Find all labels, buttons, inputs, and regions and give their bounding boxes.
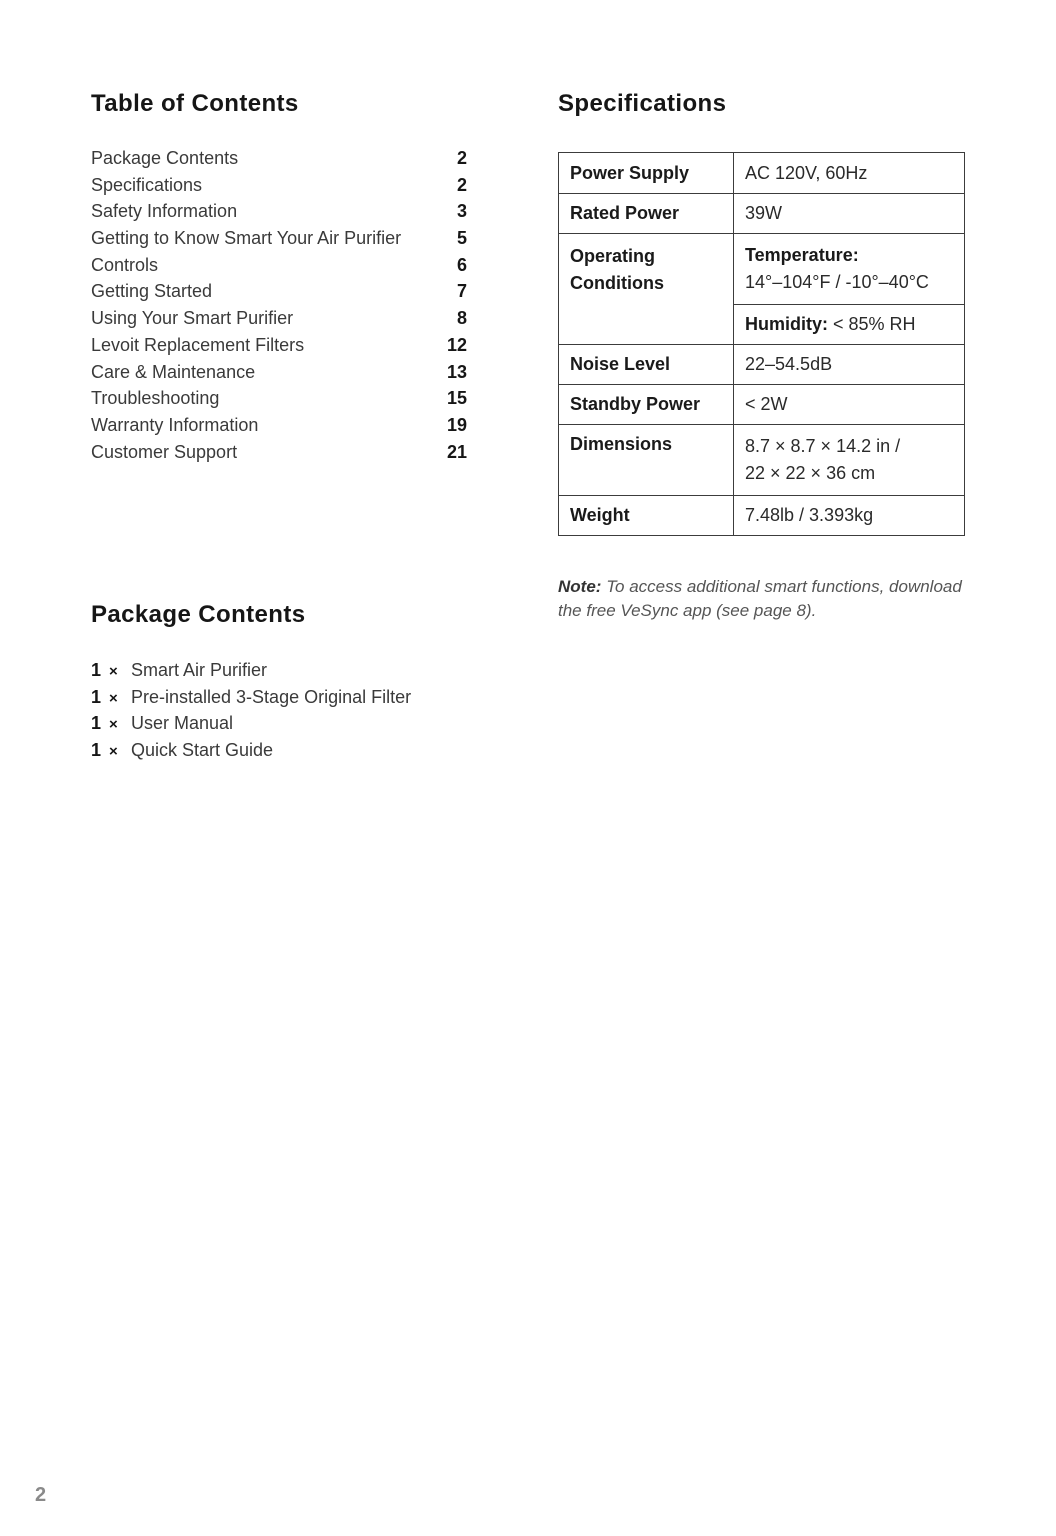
toc-item-page: 21 bbox=[446, 441, 467, 462]
times-icon: × bbox=[109, 689, 118, 707]
toc-item-page: 13 bbox=[446, 361, 467, 382]
spec-label bbox=[559, 234, 734, 345]
toc-item-page: 3 bbox=[456, 201, 467, 222]
dimensions-metric: 22 × 22 × 36 cm bbox=[745, 463, 876, 483]
dimensions-imperial: 8.7 × 8.7 × 14.2 in / bbox=[745, 436, 901, 456]
note-label: Note: bbox=[558, 577, 602, 596]
spec-value: 22–54.5dB bbox=[734, 345, 965, 385]
toc-item-page: 19 bbox=[446, 414, 467, 435]
page-number: 2 bbox=[35, 1484, 47, 1506]
item-label: Quick Start Guide bbox=[131, 740, 274, 761]
spec-label-line: Operating bbox=[570, 246, 656, 266]
toc-item-label: Care & Maintenance bbox=[91, 361, 256, 382]
item-label: User Manual bbox=[131, 713, 234, 734]
toc-item[interactable] bbox=[91, 228, 467, 255]
toc-item-page: 2 bbox=[456, 174, 467, 195]
spec-row-power-supply bbox=[559, 153, 965, 194]
humidity-label: Humidity: bbox=[745, 314, 828, 334]
toc-item-page: 2 bbox=[456, 148, 467, 168]
times-icon: × bbox=[109, 743, 118, 761]
toc-item-label: Package Contents bbox=[91, 148, 239, 168]
spec-label: Standby Power bbox=[559, 385, 734, 425]
toc-item-page: 6 bbox=[456, 254, 467, 275]
item-quantity: 1 bbox=[91, 713, 102, 734]
list-item bbox=[91, 713, 411, 740]
list-item bbox=[91, 687, 411, 714]
spec-value: AC 120V, 60Hz bbox=[734, 153, 965, 194]
toc-item[interactable] bbox=[91, 148, 467, 175]
spec-value: 39W bbox=[734, 194, 965, 234]
note-text: To access additional smart functions, download the free VeSync app (see page 8). bbox=[558, 577, 962, 620]
item-quantity: 1 bbox=[91, 686, 102, 707]
toc-item-page: 15 bbox=[446, 388, 467, 409]
toc-item-label: Warranty Information bbox=[91, 414, 259, 435]
toc-item-label: Getting to Know Smart Your Air Purifier bbox=[91, 228, 402, 249]
package-contents-list bbox=[91, 660, 411, 767]
spec-row-rated-power bbox=[559, 194, 965, 234]
toc-item-label: Safety Information bbox=[91, 201, 238, 222]
toc-item[interactable] bbox=[91, 362, 467, 389]
item-label: Pre-installed 3-Stage Original Filter bbox=[131, 686, 412, 707]
temperature-value: 14°–104°F / -10°–40°C bbox=[745, 272, 929, 292]
smart-functions-note bbox=[558, 575, 978, 623]
toc-item-page: 5 bbox=[456, 228, 467, 249]
specifications-table bbox=[558, 152, 965, 536]
spec-label: Noise Level bbox=[559, 345, 734, 385]
item-label: Smart Air Purifier bbox=[131, 660, 268, 680]
spec-label: Dimensions bbox=[559, 425, 734, 496]
spec-row-standby-power bbox=[559, 385, 965, 425]
toc-item-label: Troubleshooting bbox=[91, 388, 220, 409]
package-contents-title: Package Contents bbox=[91, 601, 306, 628]
toc-item[interactable] bbox=[91, 388, 467, 415]
humidity-value: < 85% RH bbox=[833, 314, 916, 334]
spec-row-noise-level bbox=[559, 345, 965, 385]
spec-row-operating-conditions bbox=[559, 234, 965, 305]
spec-value: < 2W bbox=[734, 385, 965, 425]
toc-item[interactable] bbox=[91, 175, 467, 202]
item-quantity: 1 bbox=[91, 740, 102, 761]
spec-value bbox=[734, 425, 965, 496]
temperature-label: Temperature: bbox=[745, 245, 859, 265]
spec-label: Power Supply bbox=[559, 153, 734, 194]
toc-item[interactable] bbox=[91, 415, 467, 442]
specifications-title: Specifications bbox=[558, 90, 727, 117]
toc-item-page: 7 bbox=[456, 281, 467, 302]
toc-item-page: 12 bbox=[446, 334, 467, 355]
toc-item[interactable] bbox=[91, 308, 467, 335]
toc-item-label: Getting Started bbox=[91, 281, 213, 302]
toc-item-label: Using Your Smart Purifier bbox=[91, 308, 294, 329]
toc-item-label: Specifications bbox=[91, 174, 203, 195]
table-of-contents bbox=[91, 148, 467, 468]
times-icon: × bbox=[109, 663, 118, 680]
toc-title: Table of Contents bbox=[91, 90, 299, 117]
spec-label: Weight bbox=[559, 496, 734, 536]
list-item bbox=[91, 740, 411, 767]
toc-item-label: Controls bbox=[91, 254, 159, 275]
toc-item[interactable] bbox=[91, 201, 467, 228]
item-quantity: 1 bbox=[91, 660, 102, 680]
spec-row-weight bbox=[559, 496, 965, 536]
spec-value-temperature bbox=[734, 234, 965, 305]
spec-label-line: Conditions bbox=[570, 273, 664, 293]
list-item bbox=[91, 660, 411, 687]
toc-item-page: 8 bbox=[456, 308, 467, 329]
spec-label: Rated Power bbox=[559, 194, 734, 234]
toc-item[interactable] bbox=[91, 281, 467, 308]
toc-item-label: Levoit Replacement Filters bbox=[91, 334, 305, 355]
spec-row-dimensions bbox=[559, 425, 965, 496]
toc-item-label: Customer Support bbox=[91, 441, 238, 462]
times-icon: × bbox=[109, 716, 118, 734]
toc-item[interactable] bbox=[91, 335, 467, 362]
toc-item[interactable] bbox=[91, 442, 467, 469]
spec-value: 7.48lb / 3.393kg bbox=[734, 496, 965, 536]
spec-value-humidity bbox=[734, 305, 965, 345]
toc-item[interactable] bbox=[91, 255, 467, 282]
